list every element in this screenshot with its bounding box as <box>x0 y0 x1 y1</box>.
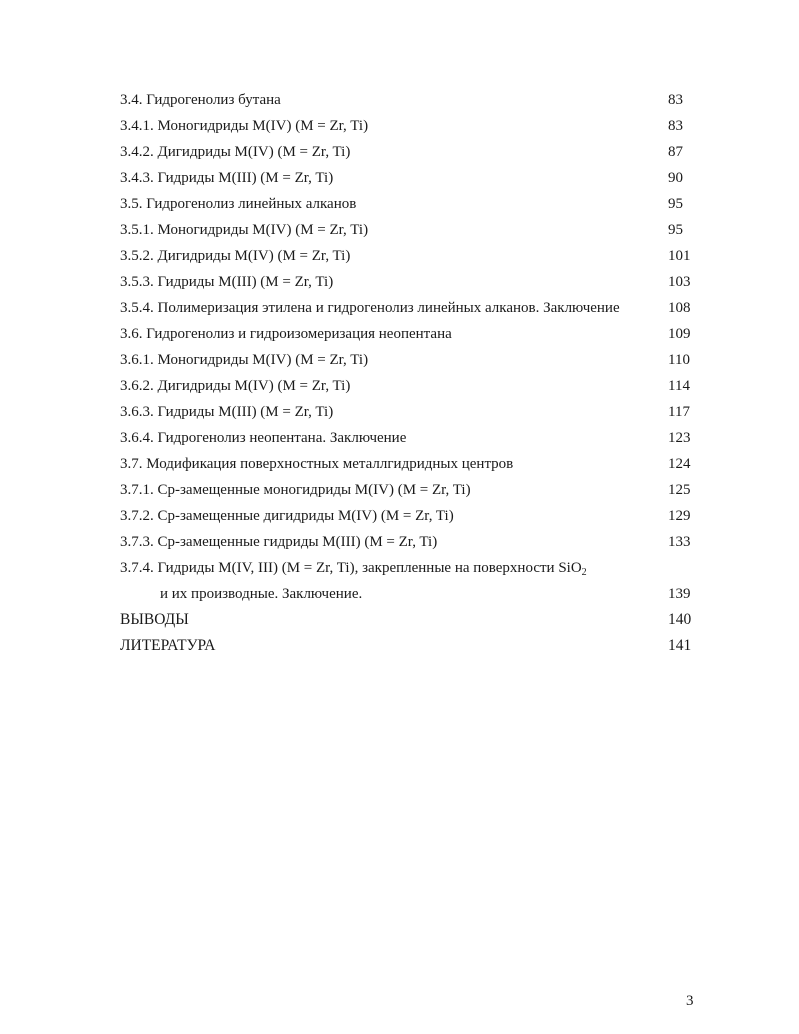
toc-entry-page: 110 <box>668 352 690 368</box>
toc-entry-continuation <box>120 581 693 607</box>
toc-entry-page: 95 <box>668 196 683 212</box>
toc-entry-page: 95 <box>668 222 683 238</box>
toc-entry <box>120 555 693 581</box>
toc-entry <box>120 321 693 347</box>
toc-entry-title: 3.4.3. Гидриды M(III) (M = Zr, Ti) <box>120 170 334 186</box>
toc-entry-title-text: 3.7.4. Гидриды M(IV, III) (M = Zr, Ti), закрепленные на поверхности SiO <box>120 560 582 576</box>
subscript-two: 2 <box>581 567 587 578</box>
toc-entry-title: 3.6.1. Моногидриды M(IV) (M = Zr, Ti) <box>120 352 369 368</box>
toc-entry <box>120 425 693 451</box>
toc-entry-title: ВЫВОДЫ <box>120 611 189 628</box>
page-number: 3 <box>686 993 694 1009</box>
toc-entry <box>120 139 693 165</box>
toc-entry <box>120 503 693 529</box>
toc-entry-title: 3.7. Модификация поверхностных металлгидридных центров <box>120 456 514 472</box>
toc-entry-page: 124 <box>668 456 691 472</box>
toc-entry-page: 139 <box>668 586 691 602</box>
toc-entry-page: 140 <box>668 611 692 628</box>
toc-entry-title <box>120 555 587 581</box>
toc-entry-title: 3.4.1. Моногидриды M(IV) (M = Zr, Ti) <box>120 118 369 134</box>
toc-entry-page: 103 <box>668 274 691 290</box>
toc-entry-title: 3.6. Гидрогенолиз и гидроизомеризация неопентана <box>120 326 452 342</box>
toc-entry-title: 3.7.3. Cp-замещенные гидриды M(III) (M = Zr, Ti) <box>120 534 438 550</box>
toc-entry-page: 108 <box>668 300 691 316</box>
toc-entry-title: ЛИТЕРАТУРА <box>120 637 216 654</box>
toc-entry <box>120 217 693 243</box>
toc-entry-title: 3.5.2. Дигидриды M(IV) (M = Zr, Ti) <box>120 248 351 264</box>
toc-entry-title: 3.5.4. Полимеризация этилена и гидрогенолиз линейных алканов. Заключение <box>120 300 620 316</box>
toc-entry-title: 3.4.2. Дигидриды M(IV) (M = Zr, Ti) <box>120 144 351 160</box>
toc-entry <box>120 347 693 373</box>
toc-entry-title: 3.6.4. Гидрогенолиз неопентана. Заключение <box>120 430 407 446</box>
toc-entry-page: 123 <box>668 430 691 446</box>
toc-entry-page: 117 <box>668 404 690 420</box>
toc-entry <box>120 477 693 503</box>
toc-entry <box>120 113 693 139</box>
toc-entry <box>120 451 693 477</box>
toc-entry <box>120 87 693 113</box>
toc-entry-page: 114 <box>668 378 690 394</box>
toc-entry <box>120 269 693 295</box>
toc-entry-page: 125 <box>668 482 691 498</box>
toc-entry <box>120 633 693 659</box>
toc-entry-title: 3.6.3. Гидриды M(III) (M = Zr, Ti) <box>120 404 334 420</box>
toc-entry-page: 129 <box>668 508 691 524</box>
toc-entry-title: 3.6.2. Дигидриды M(IV) (M = Zr, Ti) <box>120 378 351 394</box>
table-of-contents <box>120 87 693 659</box>
toc-entry <box>120 295 693 321</box>
toc-entry-page: 101 <box>668 248 691 264</box>
toc-entry-page: 83 <box>668 92 683 108</box>
toc-entry <box>120 191 693 217</box>
toc-entry-page: 133 <box>668 534 691 550</box>
toc-entry-page: 83 <box>668 118 683 134</box>
toc-entry-title: 3.7.1. Cp-замещенные моногидриды M(IV) (M = Zr, Ti) <box>120 482 471 498</box>
toc-entry <box>120 399 693 425</box>
toc-entry-title: 3.4. Гидрогенолиз бутана <box>120 92 281 108</box>
toc-entry <box>120 243 693 269</box>
toc-entry-title: и их производные. Заключение. <box>160 586 363 602</box>
toc-entry-title: 3.7.2. Cp-замещенные дигидриды M(IV) (M = Zr, Ti) <box>120 508 454 524</box>
toc-entry-page: 90 <box>668 170 683 186</box>
toc-entry <box>120 607 693 633</box>
toc-entry-page: 141 <box>668 637 692 654</box>
toc-entry-title: 3.5.3. Гидриды M(III) (M = Zr, Ti) <box>120 274 334 290</box>
toc-entry <box>120 165 693 191</box>
toc-entry-page: 87 <box>668 144 683 160</box>
toc-entry <box>120 373 693 399</box>
toc-entry-title: 3.5. Гидрогенолиз линейных алканов <box>120 196 357 212</box>
toc-entry-page: 109 <box>668 326 691 342</box>
toc-entry <box>120 529 693 555</box>
toc-entry-title: 3.5.1. Моногидриды M(IV) (M = Zr, Ti) <box>120 222 369 238</box>
